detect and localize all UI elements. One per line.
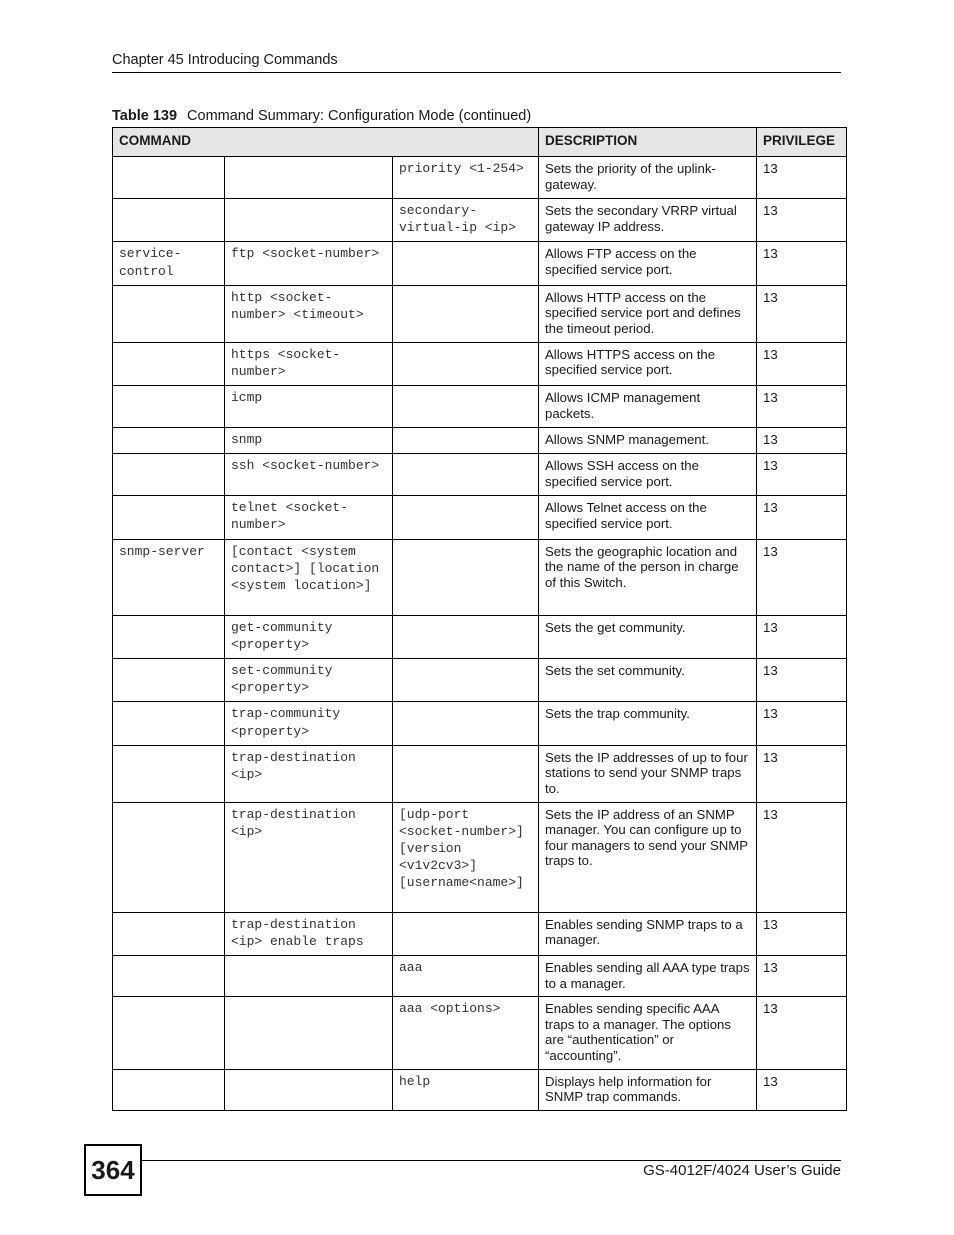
option-cell: help	[393, 1069, 539, 1110]
option-cell	[393, 342, 539, 385]
command-cell: service-control	[113, 242, 225, 285]
command-cell	[113, 157, 225, 199]
guide-title: GS-4012F/4024 User’s Guide	[643, 1162, 841, 1179]
table-caption	[112, 108, 531, 124]
command-cell	[113, 912, 225, 955]
subcommand-cell: trap-destination <ip>	[225, 745, 393, 802]
table-row	[113, 539, 847, 615]
option-cell	[393, 454, 539, 496]
subcommand-cell: trap-destination <ip>	[225, 802, 393, 912]
subcommand-cell: snmp	[225, 428, 393, 454]
description-cell: Allows Telnet access on the specified service port.	[539, 496, 757, 539]
command-cell	[113, 997, 225, 1069]
command-summary-table	[112, 127, 847, 1111]
table-row	[113, 496, 847, 539]
command-cell	[113, 496, 225, 539]
privilege-cell: 13	[757, 539, 847, 615]
description-cell: Allows SSH access on the specified service port.	[539, 454, 757, 496]
privilege-cell: 13	[757, 745, 847, 802]
table-row	[113, 199, 847, 242]
option-cell: aaa <options>	[393, 997, 539, 1069]
subcommand-cell: set-community <property>	[225, 659, 393, 702]
description-cell: Sets the secondary VRRP virtual gateway IP address.	[539, 199, 757, 242]
command-cell	[113, 615, 225, 658]
description-cell: Enables sending specific AAA traps to a manager. The options are “authentication” or “accounting”.	[539, 997, 757, 1069]
description-cell: Displays help information for SNMP trap commands.	[539, 1069, 757, 1110]
option-cell	[393, 745, 539, 802]
description-cell: Allows HTTPS access on the specified service port.	[539, 342, 757, 385]
description-cell: Allows ICMP management packets.	[539, 386, 757, 428]
table-row	[113, 428, 847, 454]
privilege-cell: 13	[757, 428, 847, 454]
command-cell	[113, 745, 225, 802]
subcommand-cell: telnet <socket-number>	[225, 496, 393, 539]
option-cell	[393, 428, 539, 454]
privilege-cell: 13	[757, 615, 847, 658]
description-cell: Allows FTP access on the specified service port.	[539, 242, 757, 285]
subcommand-cell: ssh <socket-number>	[225, 454, 393, 496]
privilege-cell: 13	[757, 157, 847, 199]
table-caption-label: Table 139	[112, 108, 178, 124]
command-cell	[113, 386, 225, 428]
table-row	[113, 1069, 847, 1110]
command-cell	[113, 702, 225, 745]
description-cell: Sets the trap community.	[539, 702, 757, 745]
description-cell: Sets the IP addresses of up to four stations to send your SNMP traps to.	[539, 745, 757, 802]
table-row	[113, 285, 847, 342]
option-cell	[393, 386, 539, 428]
command-cell: snmp-server	[113, 539, 225, 615]
chapter-header: Chapter 45 Introducing Commands	[112, 52, 338, 68]
subcommand-cell	[225, 997, 393, 1069]
table-row	[113, 342, 847, 385]
option-cell: priority <1-254>	[393, 157, 539, 199]
description-cell: Sets the IP address of an SNMP manager. You can configure up to four managers to send your SNMP traps to.	[539, 802, 757, 912]
command-cell	[113, 1069, 225, 1110]
privilege-cell: 13	[757, 802, 847, 912]
table-row	[113, 802, 847, 912]
header-privilege: PRIVILEGE	[757, 128, 847, 157]
privilege-cell: 13	[757, 912, 847, 955]
command-cell	[113, 428, 225, 454]
command-cell	[113, 454, 225, 496]
privilege-cell: 13	[757, 454, 847, 496]
description-cell: Enables sending all AAA type traps to a manager.	[539, 956, 757, 997]
subcommand-cell: icmp	[225, 386, 393, 428]
subcommand-cell: https <socket-number>	[225, 342, 393, 385]
table-row	[113, 659, 847, 702]
command-cell	[113, 659, 225, 702]
command-cell	[113, 802, 225, 912]
privilege-cell: 13	[757, 659, 847, 702]
option-cell	[393, 242, 539, 285]
table-row	[113, 745, 847, 802]
table-row	[113, 454, 847, 496]
option-cell	[393, 912, 539, 955]
page-number: 364	[84, 1144, 142, 1196]
header-description: DESCRIPTION	[539, 128, 757, 157]
privilege-cell: 13	[757, 997, 847, 1069]
subcommand-cell: http <socket-number> <timeout>	[225, 285, 393, 342]
table-row	[113, 956, 847, 997]
option-cell	[393, 702, 539, 745]
privilege-cell: 13	[757, 242, 847, 285]
privilege-cell: 13	[757, 702, 847, 745]
description-cell: Allows SNMP management.	[539, 428, 757, 454]
table-row	[113, 702, 847, 745]
option-cell	[393, 659, 539, 702]
table-row	[113, 157, 847, 199]
subcommand-cell: trap-community <property>	[225, 702, 393, 745]
subcommand-cell: [contact <system contact>] [location <system location>]	[225, 539, 393, 615]
privilege-cell: 13	[757, 386, 847, 428]
description-cell: Sets the geographic location and the name of the person in charge of this Switch.	[539, 539, 757, 615]
privilege-cell: 13	[757, 285, 847, 342]
footer-divider	[141, 1160, 841, 1161]
option-cell: secondary-virtual-ip <ip>	[393, 199, 539, 242]
option-cell	[393, 615, 539, 658]
description-cell: Sets the get community.	[539, 615, 757, 658]
command-cell	[113, 956, 225, 997]
table-row	[113, 386, 847, 428]
subcommand-cell: ftp <socket-number>	[225, 242, 393, 285]
option-cell	[393, 285, 539, 342]
header-divider	[112, 72, 841, 73]
option-cell: aaa	[393, 956, 539, 997]
table-row	[113, 242, 847, 285]
description-cell: Allows HTTP access on the specified service port and defines the timeout period.	[539, 285, 757, 342]
table-row	[113, 912, 847, 955]
option-cell	[393, 539, 539, 615]
privilege-cell: 13	[757, 199, 847, 242]
command-cell	[113, 342, 225, 385]
command-cell	[113, 199, 225, 242]
description-cell: Sets the set community.	[539, 659, 757, 702]
command-cell	[113, 285, 225, 342]
option-cell: [udp-port <socket-number>] [version <v1v2cv3>][username<name>]	[393, 802, 539, 912]
subcommand-cell	[225, 956, 393, 997]
table-row	[113, 615, 847, 658]
privilege-cell: 13	[757, 956, 847, 997]
subcommand-cell	[225, 199, 393, 242]
privilege-cell: 13	[757, 1069, 847, 1110]
subcommand-cell	[225, 157, 393, 199]
table-caption-text: Command Summary: Configuration Mode (continued)	[187, 108, 532, 124]
privilege-cell: 13	[757, 342, 847, 385]
option-cell	[393, 496, 539, 539]
subcommand-cell: get-community <property>	[225, 615, 393, 658]
table-header-row	[113, 128, 847, 157]
subcommand-cell: trap-destination <ip> enable traps	[225, 912, 393, 955]
description-cell: Enables sending SNMP traps to a manager.	[539, 912, 757, 955]
header-command: COMMAND	[113, 128, 539, 157]
description-cell: Sets the priority of the uplink-gateway.	[539, 157, 757, 199]
table-row	[113, 997, 847, 1069]
subcommand-cell	[225, 1069, 393, 1110]
privilege-cell: 13	[757, 496, 847, 539]
